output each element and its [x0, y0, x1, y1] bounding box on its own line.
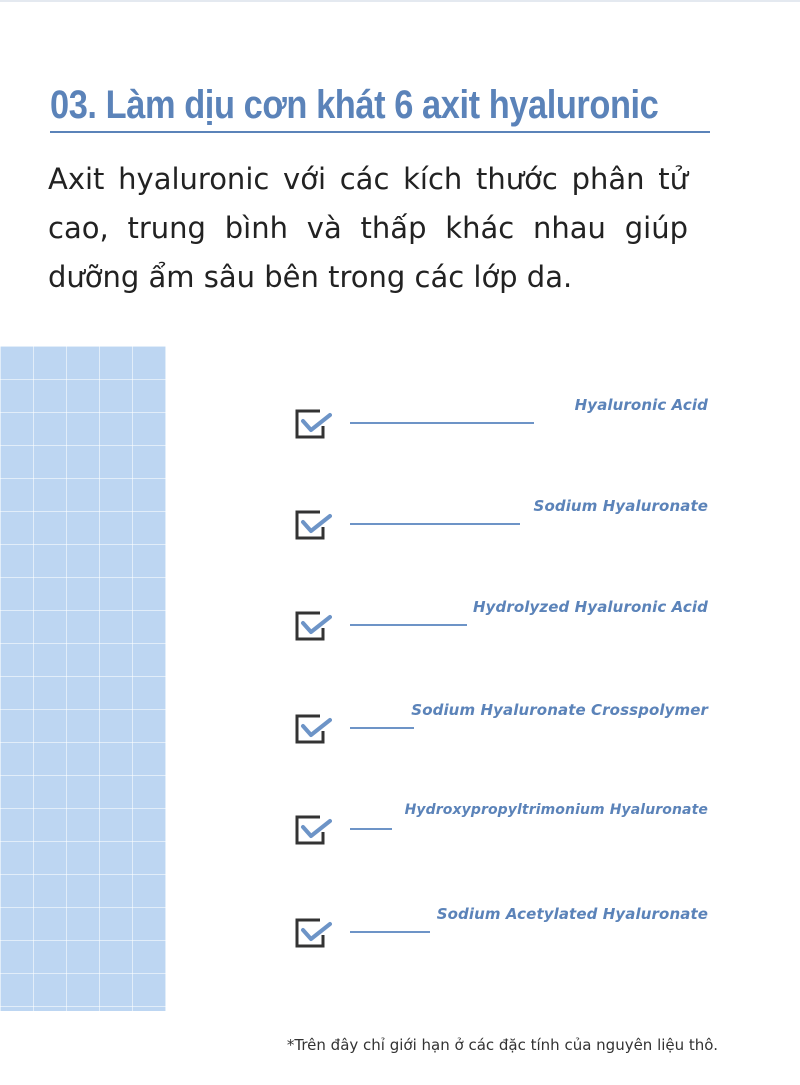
checklist-item [294, 905, 714, 951]
checkbox-checked-icon [294, 917, 332, 949]
checkbox-checked-icon [294, 509, 332, 541]
checklist-item [294, 396, 714, 442]
footnote: *Trên đây chỉ giới hạn ở các đặc tính của nguyên liệu thô. [286, 1036, 718, 1054]
leader-line [350, 422, 534, 424]
top-divider [0, 0, 800, 2]
intro-paragraph: Axit hyaluronic với các kích thước phân tử cao, trung bình và thấp khác nhau giúp dưỡng ẩm sâu bên trong các lớp da. [48, 162, 688, 294]
leader-line [350, 828, 392, 830]
checklist-item [294, 701, 714, 747]
leader-line [350, 931, 430, 933]
decorative-grid-panel [0, 346, 166, 1011]
leader-line [350, 624, 467, 626]
ingredient-label: Hyaluronic Acid [574, 396, 708, 414]
leader-line [350, 727, 414, 729]
ingredient-label: Sodium Hyaluronate [533, 497, 708, 515]
checklist-item [294, 598, 714, 644]
checkbox-checked-icon [294, 408, 332, 440]
checklist-item [294, 497, 714, 543]
checkbox-checked-icon [294, 610, 332, 642]
checkbox-checked-icon [294, 814, 332, 846]
heading-underline [50, 131, 710, 133]
ingredient-label: Hydrolyzed Hyaluronic Acid [473, 598, 708, 616]
ingredient-label: Sodium Hyaluronate Crosspolymer [411, 701, 708, 719]
checklist-item [294, 802, 714, 848]
ingredient-label: Sodium Acetylated Hyaluronate [436, 905, 708, 923]
checkbox-checked-icon [294, 713, 332, 745]
section-heading: 03. Làm dịu cơn khát 6 axit hyaluronic [50, 83, 659, 127]
ingredient-label: Hydroxypropyltrimonium Hyaluronate [404, 802, 708, 818]
leader-line [350, 523, 520, 525]
